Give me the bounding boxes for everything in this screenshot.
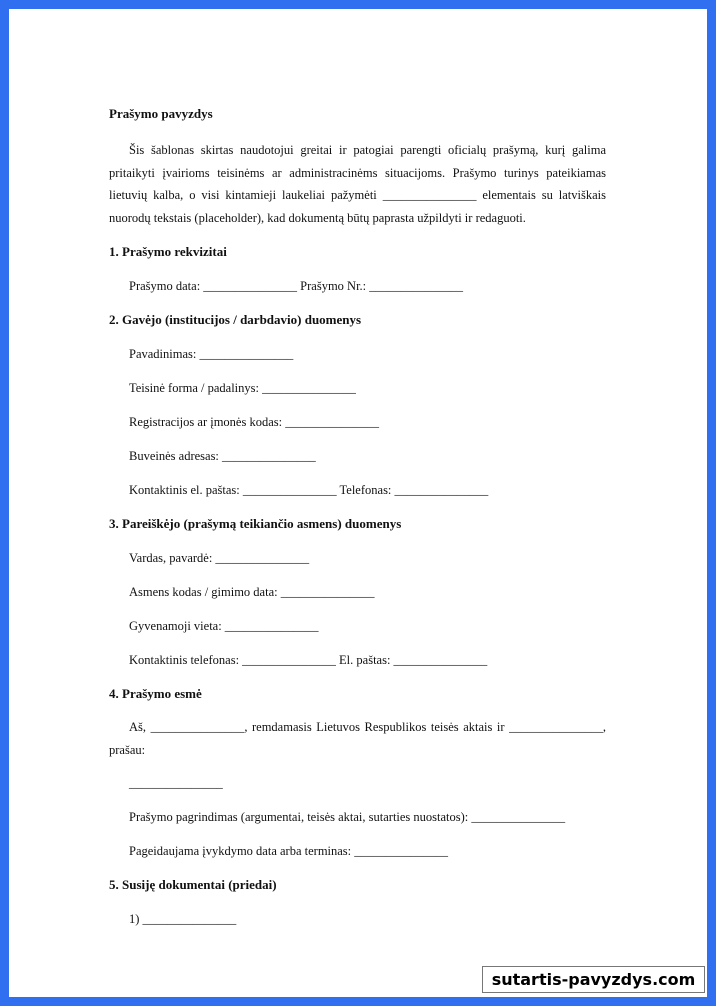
section-3-heading: 3. Pareiškėjo (prašymą teikiančio asmens) duomenys bbox=[109, 516, 402, 531]
applicant-residence-line: Gyvenamoji vieta: _______________ bbox=[129, 619, 319, 633]
section-4-heading: 4. Prašymo esmė bbox=[109, 686, 202, 701]
document-content bbox=[109, 105, 606, 928]
applicant-name-line: Vardas, pavardė: _______________ bbox=[129, 551, 310, 565]
section-2-heading: 2. Gavėjo (institucijos / darbdavio) duomenys bbox=[109, 312, 362, 327]
document-title: Prašymo pavyzdys bbox=[109, 106, 213, 121]
recipient-name-line: Pavadinimas: _______________ bbox=[129, 347, 294, 361]
request-essence-paragraph: Aš, _______________, remdamasis Lietuvos Respublikos teisės aktais ir _______________, prašau: bbox=[109, 720, 606, 757]
attachment-1-line: 1) _______________ bbox=[129, 912, 237, 926]
recipient-legal-form-line: Teisinė forma / padalinys: _______________ bbox=[129, 381, 356, 395]
recipient-code-line: Registracijos ar įmonės kodas: _______________ bbox=[129, 415, 379, 429]
request-date-number-line: Prašymo data: _______________ Prašymo Nr.: _______________ bbox=[129, 279, 464, 293]
site-watermark: sutartis-pavyzdys.com bbox=[482, 966, 705, 993]
request-item-line: _______________ bbox=[129, 776, 223, 790]
applicant-id-line: Asmens kodas / gimimo data: _______________ bbox=[129, 585, 375, 599]
request-deadline-line: Pageidaujama įvykdymo data arba terminas: _______________ bbox=[129, 844, 449, 858]
request-justification-line: Prašymo pagrindimas (argumentai, teisės aktai, sutarties nuostatos): _______________ bbox=[129, 810, 566, 824]
section-1-heading: 1. Prašymo rekvizitai bbox=[109, 244, 227, 259]
recipient-address-line: Buveinės adresas: _______________ bbox=[129, 449, 316, 463]
section-5-heading: 5. Susiję dokumentai (priedai) bbox=[109, 877, 277, 892]
intro-paragraph: Šis šablonas skirtas naudotojui greitai ir patogiai parengti oficialų prašymą, kurį galima pritaikyti įvairioms teisinėms ar administracinėms situacijoms. Prašymo turinys pateikiamas lietuvių kalba, o visi kintamieji laukeliai pažymėti _______________ elementais su latviškais nuorodų tekstais (placeholder), kad dokumentą būtų paprasta užpildyti ir redaguoti. bbox=[109, 143, 606, 225]
recipient-contact-line: Kontaktinis el. paštas: _______________ Telefonas: _______________ bbox=[129, 483, 489, 497]
applicant-contact-line: Kontaktinis telefonas: _______________ El. paštas: _______________ bbox=[129, 653, 488, 667]
document-page bbox=[9, 9, 707, 997]
